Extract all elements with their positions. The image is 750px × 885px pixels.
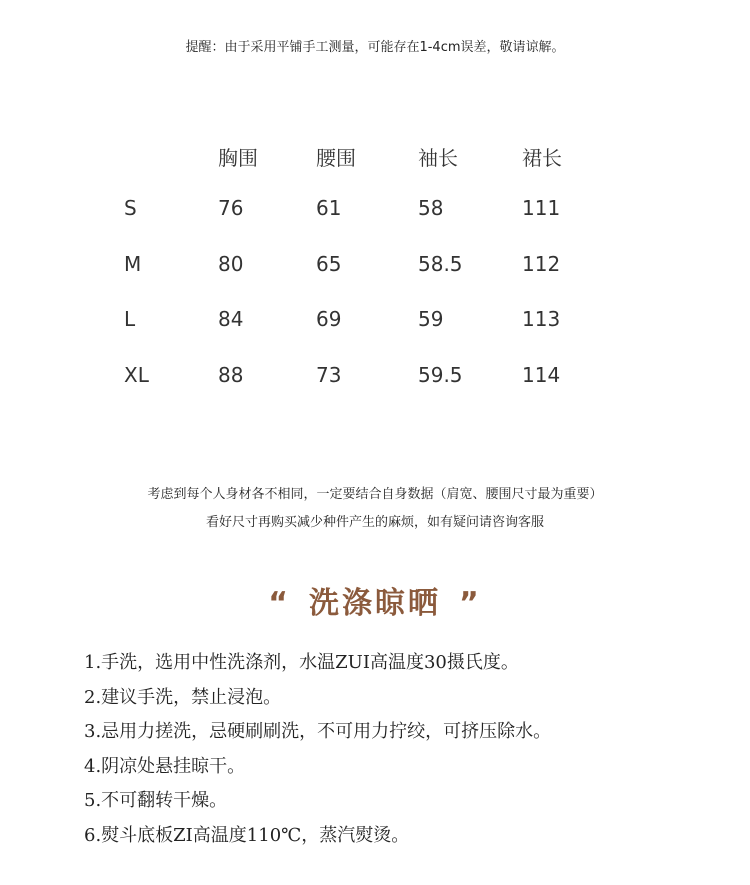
size-value: 73 <box>316 363 342 387</box>
size-value: 113 <box>522 307 561 331</box>
size-value: 114 <box>522 363 561 387</box>
size-value: 88 <box>218 363 244 387</box>
advice-line-2: 看好尺寸再购买减少种件产生的麻烦，如有疑问请咨询客服 <box>205 515 544 530</box>
size-label: L <box>124 307 136 331</box>
size-value: 111 <box>522 196 561 220</box>
size-value: 84 <box>218 307 244 331</box>
size-value: 58 <box>418 196 444 220</box>
size-chart <box>0 0 750 420</box>
column-header: 胸围 <box>218 146 258 170</box>
size-value: 112 <box>522 252 561 276</box>
size-value: 59.5 <box>418 363 463 387</box>
care-title-text: 洗涤晾晒 <box>309 586 441 621</box>
care-item: 4.阴凉处悬挂晾干。 <box>84 755 246 777</box>
care-section-title <box>0 578 750 622</box>
size-value: 69 <box>316 307 342 331</box>
care-item: 3.忌用力搓洗，忌硬刷刷洗，不可用力拧绞，可挤压除水。 <box>84 721 552 742</box>
close-quote: ” <box>459 586 482 621</box>
size-label: S <box>124 196 137 220</box>
measurement-notice: 提醒：由于采用平铺手工测量，可能存在1-4cm误差，敬请谅解。 <box>185 40 565 55</box>
advice-line-1: 考虑到每个人身材各不相同，一定要结合自身数据（肩宽、腰围尺寸最为重要） <box>147 487 603 502</box>
open-quote: “ <box>268 586 291 621</box>
size-value: 76 <box>218 196 244 220</box>
size-value: 80 <box>218 252 244 276</box>
column-header: 腰围 <box>316 146 356 170</box>
care-item: 2.建议手洗，禁止浸泡。 <box>84 686 282 708</box>
size-value: 61 <box>316 196 342 220</box>
size-value: 65 <box>316 252 342 276</box>
size-value: 59 <box>418 307 444 331</box>
column-header: 裙长 <box>522 146 562 170</box>
size-label: XL <box>124 363 149 387</box>
care-item: 1.手洗，选用中性洗涤剂，水温ZUI高温度30摄氏度。 <box>84 652 519 673</box>
size-label: M <box>124 252 142 276</box>
care-item: 5.不可翻转干燥。 <box>84 790 228 811</box>
column-header: 袖长 <box>418 146 458 170</box>
care-instructions <box>84 646 551 853</box>
care-item: 6.熨斗底板ZI高温度110℃，蒸汽熨烫。 <box>84 824 410 846</box>
size-value: 58.5 <box>418 252 463 276</box>
